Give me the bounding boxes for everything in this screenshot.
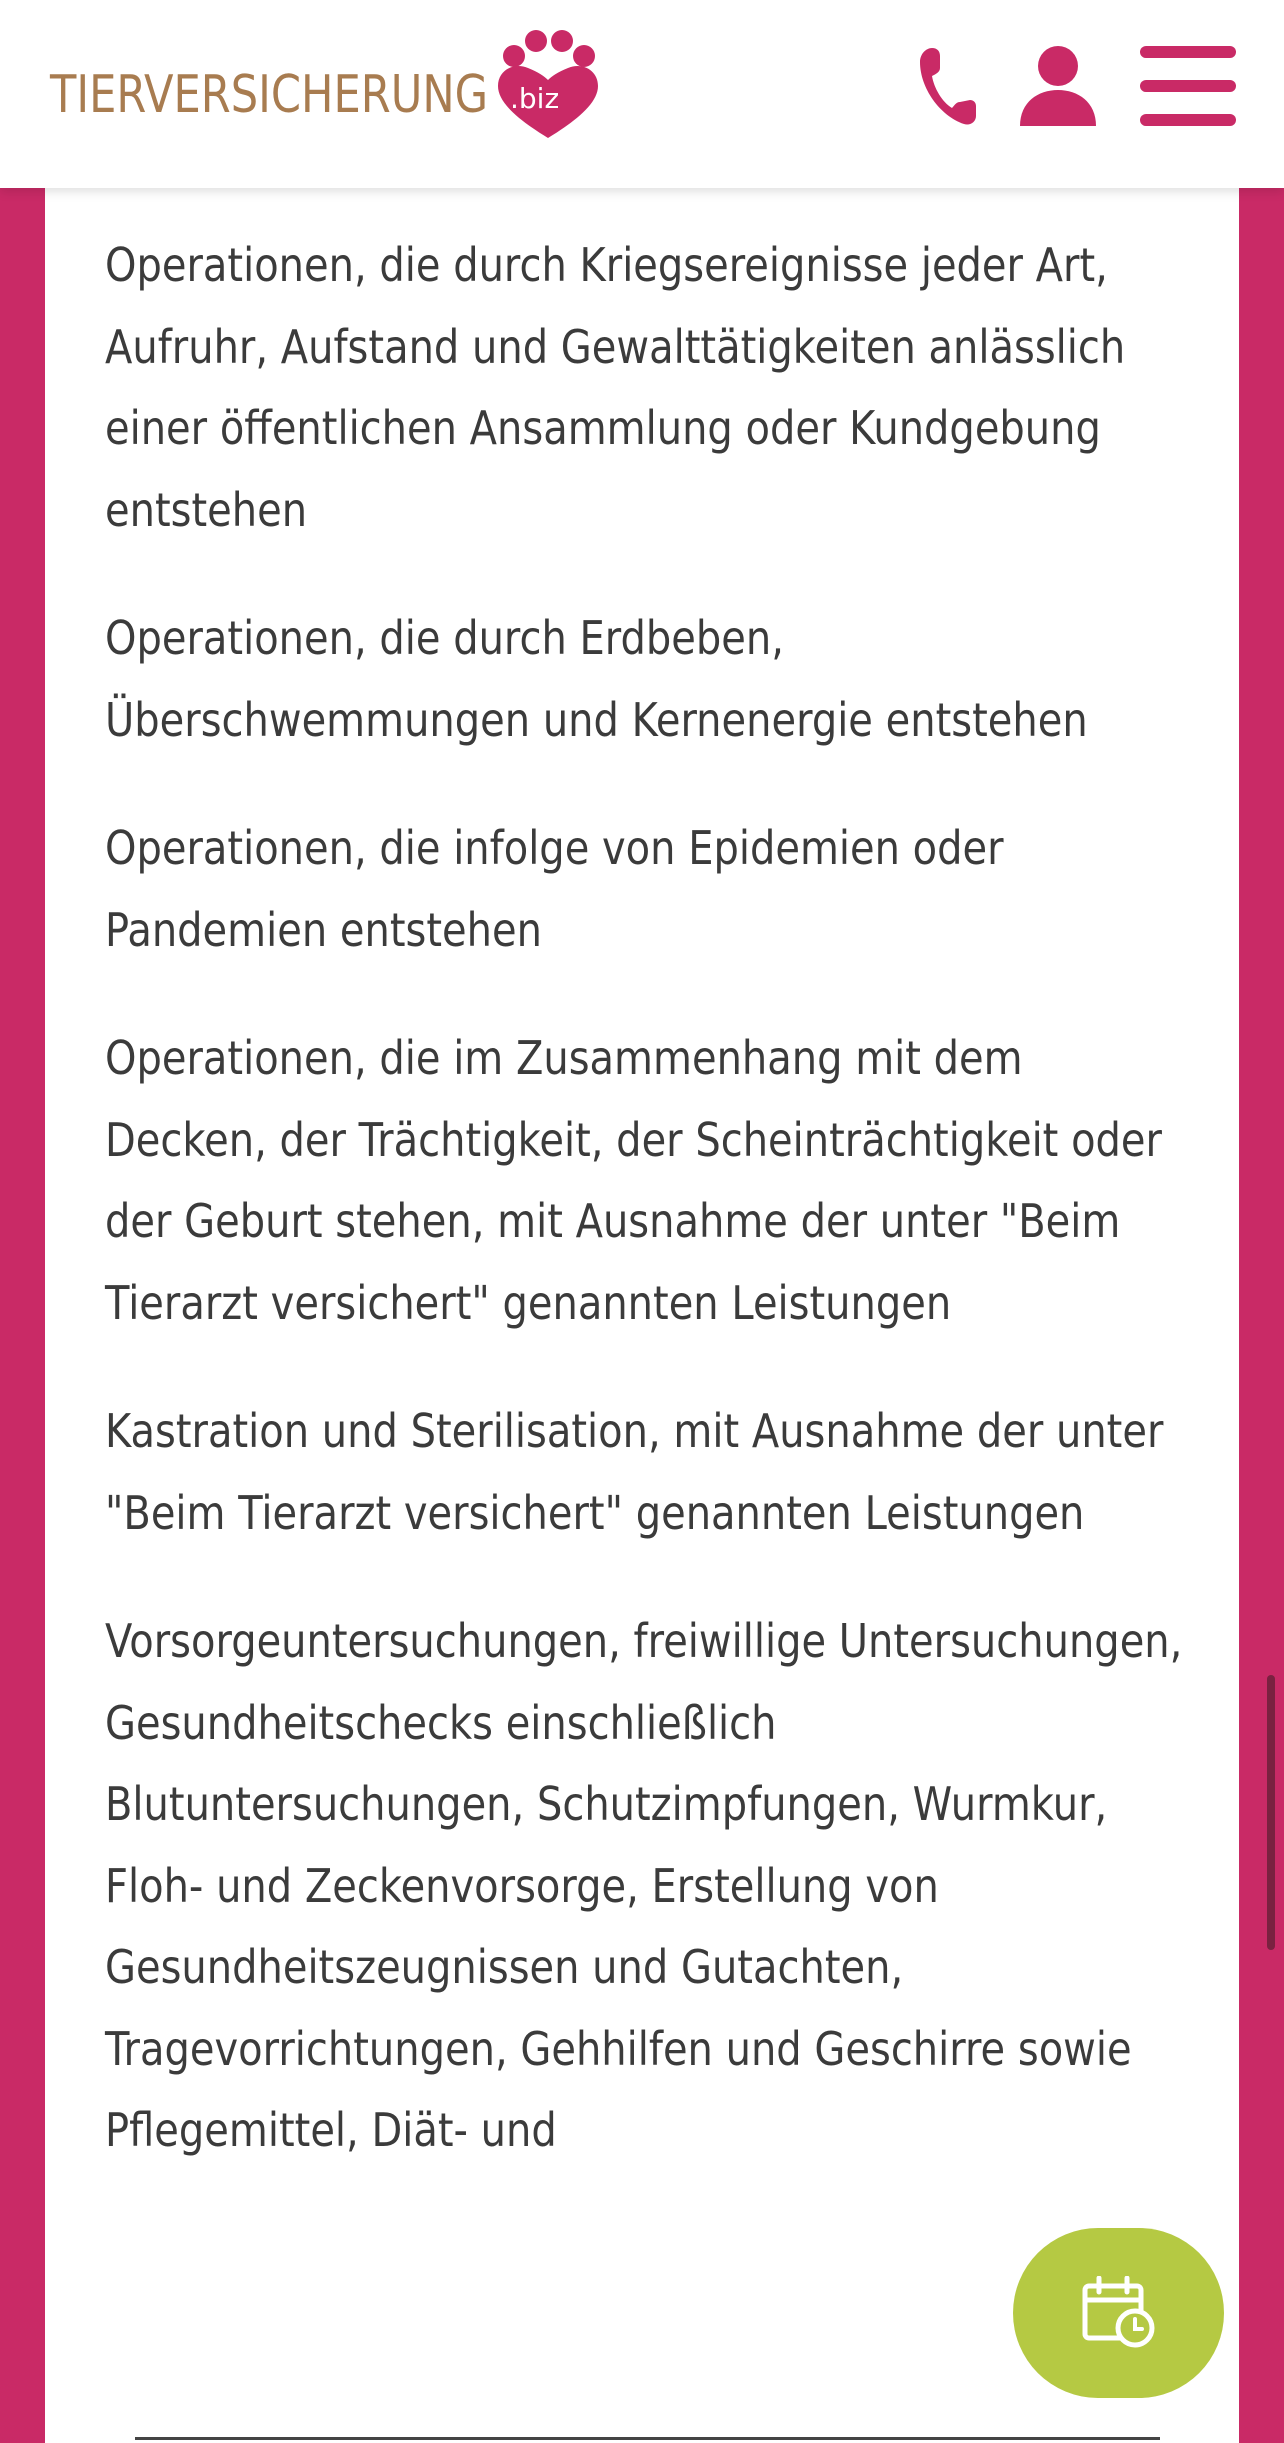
exclusion-list: [105, 225, 1195, 2219]
list-item: Operationen, die durch Kriegsereignisse jeder Art, Aufruhr, Aufstand und Gewalttätigkeiten anlässlich einer öffentlichen Ansammlung oder Kundgebung entstehen: [105, 238, 1126, 537]
hamburger-menu-icon[interactable]: [1140, 44, 1236, 128]
user-icon[interactable]: [1018, 44, 1098, 128]
list-item: Vorsorgeuntersuchungen, freiwillige Untersuchungen, Gesundheitschecks einschließlich Blutuntersuchungen, Schutzimpfungen, Wurmkur, Floh- und Zeckenvorsorge, Erstellung von Gesundheitszeugnissen und Gutachten, Tragevorrichtungen, Gehhilfen und Geschirre sowie Pflegemittel, Diät- und: [105, 1614, 1183, 2157]
phone-icon[interactable]: [918, 44, 978, 128]
divider: [135, 2437, 1160, 2440]
list-item: Operationen, die durch Erdbeben, Überschwemmungen und Kernenergie entstehen: [105, 611, 1088, 747]
list-item: Operationen, die im Zusammenhang mit dem Decken, der Trächtigkeit, der Scheinträchtigkeit oder der Geburt stehen, mit Ausnahme der unter "Beim Tierarzt versichert" genannten Leistungen: [105, 1031, 1162, 1330]
site-header: [0, 0, 1284, 188]
logo-suffix: .biz: [510, 82, 560, 115]
appointment-button[interactable]: [1013, 2228, 1224, 2398]
calendar-clock-icon: [1081, 2276, 1157, 2348]
list-item: Operationen, die infolge von Epidemien oder Pandemien entstehen: [105, 821, 1004, 957]
content-card: [45, 150, 1239, 2443]
scrollbar[interactable]: [1267, 1675, 1275, 1950]
site-logo[interactable]: [50, 30, 610, 150]
logo-text: TIERVERSICHERUNG: [50, 65, 489, 125]
list-item: Kastration und Sterilisation, mit Ausnahme der unter "Beim Tierarzt versichert" genannten Leistungen: [105, 1404, 1164, 1540]
